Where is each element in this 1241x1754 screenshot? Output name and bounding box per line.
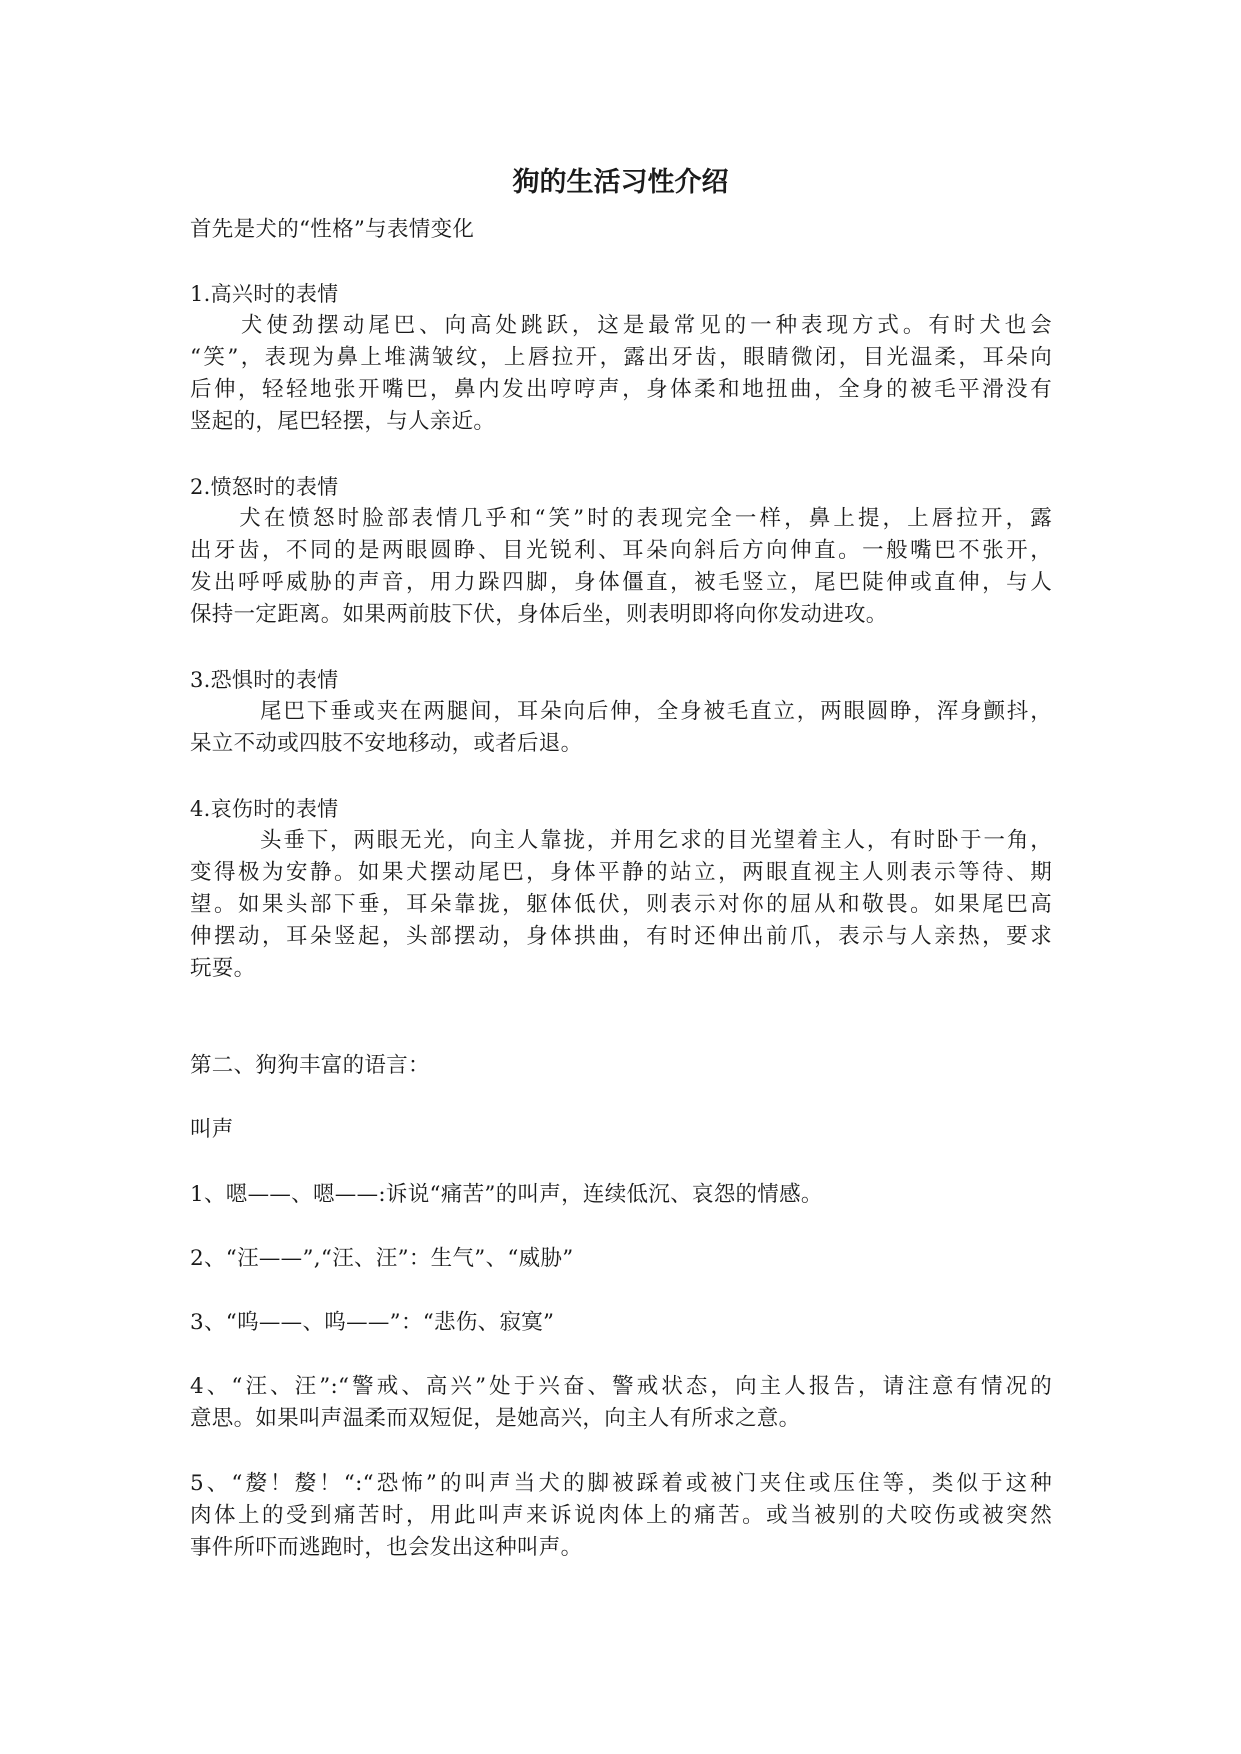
paragraph-line: 头垂下，两眼无光，向主人靠拢，并用乞求的目光望着主人，有时卧于一角， — [190, 828, 1052, 853]
paragraph-line: 犬使劲摆动尾巴、向高处跳跃，这是最常见的一种表现方式。有时犬也会 — [190, 313, 1052, 338]
sound-item: 5、“嫠！嫠！“:“恐怖”的叫声当犬的脚被踩着或被门夹住或压住等，类似于这种 — [190, 1471, 1052, 1496]
part2-heading: 第二、狗狗丰富的语言： — [190, 1053, 430, 1078]
sound-item-continued: 肉体上的受到痛苦时，用此叫声来诉说肉体上的痛苦。或当被别的犬咬伤或被突然 — [190, 1503, 1052, 1528]
sound-item: 2、“汪——”,“汪、汪”：生气”、“威胁” — [190, 1246, 574, 1271]
sound-item: 4、“汪、汪”:“警戒、高兴”处于兴奋、警戒状态，向主人报告，请注意有情况的 — [190, 1374, 1052, 1399]
paragraph-line: 竖起的，尾巴轻摆，与人亲近。 — [190, 409, 496, 434]
paragraph-line: 尾巴下垂或夹在两腿间，耳朵向后伸，全身被毛直立，两眼圆睁，浑身颤抖， — [190, 699, 1052, 724]
section-heading: 2.愤怒时的表情 — [190, 475, 339, 499]
paragraph-line: “笑”，表现为鼻上堆满皱纹，上唇拉开，露出牙齿，眼睛微闭，目光温柔，耳朵向 — [190, 345, 1052, 370]
section-heading: 4.哀伤时的表情 — [190, 797, 339, 821]
page-title: 狗的生活习性介绍 — [512, 167, 729, 198]
intro-line: 首先是犬的“性格”与表情变化 — [190, 217, 475, 242]
section-heading: 3.恐惧时的表情 — [190, 668, 339, 692]
paragraph-line: 玩耍。 — [190, 956, 256, 981]
paragraph-line: 呆立不动或四肢不安地移动，或者后退。 — [190, 731, 583, 756]
sounds-heading: 叫声 — [190, 1117, 234, 1142]
paragraph-line: 出牙齿，不同的是两眼圆睁、目光锐利、耳朵向斜后方向伸直。一般嘴巴不张开， — [190, 538, 1052, 563]
paragraph-line: 望。如果头部下垂，耳朵靠拢，躯体低伏，则表示对你的屈从和敬畏。如果尾巴高 — [190, 892, 1052, 917]
paragraph-line: 后伸，轻轻地张开嘴巴，鼻内发出哼哼声，身体柔和地扭曲，全身的被毛平滑没有 — [190, 377, 1052, 402]
sound-item: 1、嗯——、嗯——:诉说“痛苦”的叫声，连续低沉、哀怨的情感。 — [190, 1182, 823, 1207]
paragraph-line: 保持一定距离。如果两前肢下伏，身体后坐，则表明即将向你发动进攻。 — [190, 602, 888, 627]
paragraph-line: 伸摆动，耳朵竖起，头部摆动，身体拱曲，有时还伸出前爪，表示与人亲热，要求 — [190, 924, 1052, 949]
sound-item-continued: 事件所吓而逃跑时，也会发出这种叫声。 — [190, 1535, 583, 1560]
paragraph-line: 犬在愤怒时脸部表情几乎和“笑”时的表现完全一样，鼻上提，上唇拉开，露 — [190, 506, 1052, 531]
sound-item: 3、“呜——、呜——”：“悲伤、寂寞” — [190, 1310, 555, 1335]
sound-item-continued: 意思。如果叫声温柔而双短促，是她高兴，向主人有所求之意。 — [190, 1406, 801, 1431]
paragraph-line: 变得极为安静。如果犬摆动尾巴，身体平静的站立，两眼直视主人则表示等待、期 — [190, 860, 1052, 885]
section-heading: 1.高兴时的表情 — [190, 282, 339, 306]
paragraph-line: 发出呼呼威胁的声音，用力跺四脚，身体僵直，被毛竖立，尾巴陡伸或直伸，与人 — [190, 570, 1052, 595]
